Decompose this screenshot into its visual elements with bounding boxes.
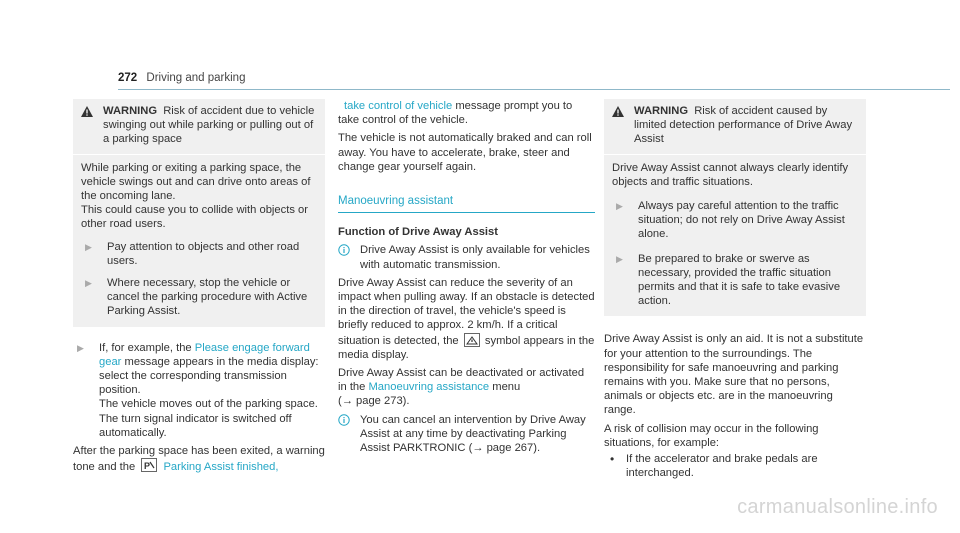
column-1 bbox=[73, 99, 325, 474]
info-note-icon bbox=[338, 243, 360, 271]
warning-label: WARNING bbox=[634, 105, 689, 117]
section-title: Manoeuvring assistant bbox=[338, 194, 595, 213]
step-arrow-icon: ▶ bbox=[85, 241, 92, 252]
warning-heading bbox=[73, 99, 325, 155]
body-paragraph: Drive Away Assist can be deactivated or activated in the Manoeuvring assistance menu (→ page 273). bbox=[338, 367, 585, 408]
body-paragraph: The vehicle is not automatically braked and can roll away. You have to accelerate, brake, steer and change gear yourself again. bbox=[338, 132, 592, 173]
body-paragraph: A risk of collision may occur in the following situations, for example: bbox=[604, 422, 819, 449]
page-number: 272 bbox=[118, 72, 138, 84]
body-paragraph: Drive Away Assist is only an aid. It is not a substitute for your attention to the surroundings. The responsibility for safe manoeuvring and parking remains with you. Make sure that no persons, animals or objects etc. are in the manoeuvring range. bbox=[604, 333, 864, 417]
warning-heading bbox=[604, 99, 866, 155]
display-message-take-control: take control of vehicle bbox=[344, 100, 453, 112]
svg-text:P: P bbox=[144, 461, 151, 472]
warning-step: ▶ Be prepared to brake or swerve as necessary, provided the traffic situation permits and that it is safe to take evasive action. bbox=[612, 252, 858, 309]
subheading: Function of Drive Away Assist bbox=[338, 226, 498, 239]
warning-heading-text: Risk of accident caused by limited detection performance of Drive Away Assist bbox=[634, 105, 853, 146]
body-paragraph: take control of vehicle message prompt you to take control of the vehicle. bbox=[338, 100, 573, 127]
step-arrow-icon: ▶ bbox=[85, 278, 92, 289]
body-paragraph: After the parking space has been exited, a warning tone and the P Parking Assist finished, bbox=[73, 445, 325, 474]
info-note-icon bbox=[338, 413, 360, 456]
column-3 bbox=[604, 99, 866, 480]
column-2 bbox=[338, 99, 595, 455]
parking-assist-icon bbox=[141, 458, 157, 472]
step-arrow-icon: ▶ bbox=[616, 201, 623, 212]
drive-away-assist-icon bbox=[464, 333, 480, 347]
warning-step: ▶ Always pay careful attention to the traffic situation; do not rely on Drive Away Assist alone. bbox=[612, 199, 858, 242]
warning-step: ▶ Pay attention to objects and other road users. bbox=[81, 240, 317, 268]
warning-box-swing-out bbox=[73, 99, 325, 327]
bullet-dot-icon: • bbox=[610, 452, 615, 467]
warning-heading-text: Risk of accident due to vehicle swinging out while parking or pulling out of a parking space bbox=[103, 105, 315, 146]
chapter-title: Driving and parking bbox=[146, 72, 246, 84]
warning-paragraph: While parking or exiting a parking space, the vehicle swings out and can drive onto areas of the oncoming lane. bbox=[81, 161, 311, 203]
watermark: carmanualsonline.info bbox=[737, 496, 938, 518]
header-divider bbox=[118, 89, 950, 90]
info-note: You can cancel an intervention by Drive Away Assist at any time by deactivating Parking Assist PARKTRONIC (→ page 267). bbox=[338, 413, 595, 456]
menu-link-manoeuvring-assistance: Manoeuvring assistance bbox=[368, 381, 490, 394]
warning-label: WARNING bbox=[103, 105, 158, 117]
warning-paragraph: This could cause you to collide with objects or other road users. bbox=[81, 204, 308, 231]
warning-body bbox=[604, 155, 866, 317]
warning-box-detection bbox=[604, 99, 866, 316]
page-reference: (→ page 273). bbox=[338, 395, 410, 408]
warning-triangle-icon bbox=[81, 104, 103, 147]
warning-paragraph: Drive Away Assist cannot always clearly identify objects and traffic situations. bbox=[612, 161, 849, 188]
body-paragraph: Drive Away Assist can reduce the severity of an impact when pulling away. If an obstacle is detected in the direction of travel, the vehicle's speed is briefly reduced to approx. 2 km/h. If a critical situation is detected, the symbol appears in the media display. bbox=[338, 276, 595, 361]
instruction-step: ▶ If, for example, the Please engage forward gear message appears in the media display: select the corresponding transmission position. The vehicle moves out of the parking space. The turn signal indicator is switched off automatically. bbox=[73, 341, 325, 440]
step-arrow-icon: ▶ bbox=[77, 342, 84, 353]
warning-step: ▶ Where necessary, stop the vehicle or cancel the parking procedure with Active Parking Assist. bbox=[81, 276, 317, 319]
warning-body bbox=[73, 155, 325, 327]
display-message-parking-finished: Parking Assist finished, bbox=[163, 461, 279, 474]
step-arrow-icon: ▶ bbox=[616, 253, 623, 264]
info-note: Drive Away Assist is only available for vehicles with automatic transmission. bbox=[338, 243, 595, 271]
page-header bbox=[118, 72, 245, 84]
warning-triangle-icon bbox=[612, 104, 634, 147]
display-message-engage-gear: Please engage forward gear bbox=[99, 341, 310, 368]
bullet-item: • If the accelerator and brake pedals are interchanged. bbox=[604, 452, 866, 480]
